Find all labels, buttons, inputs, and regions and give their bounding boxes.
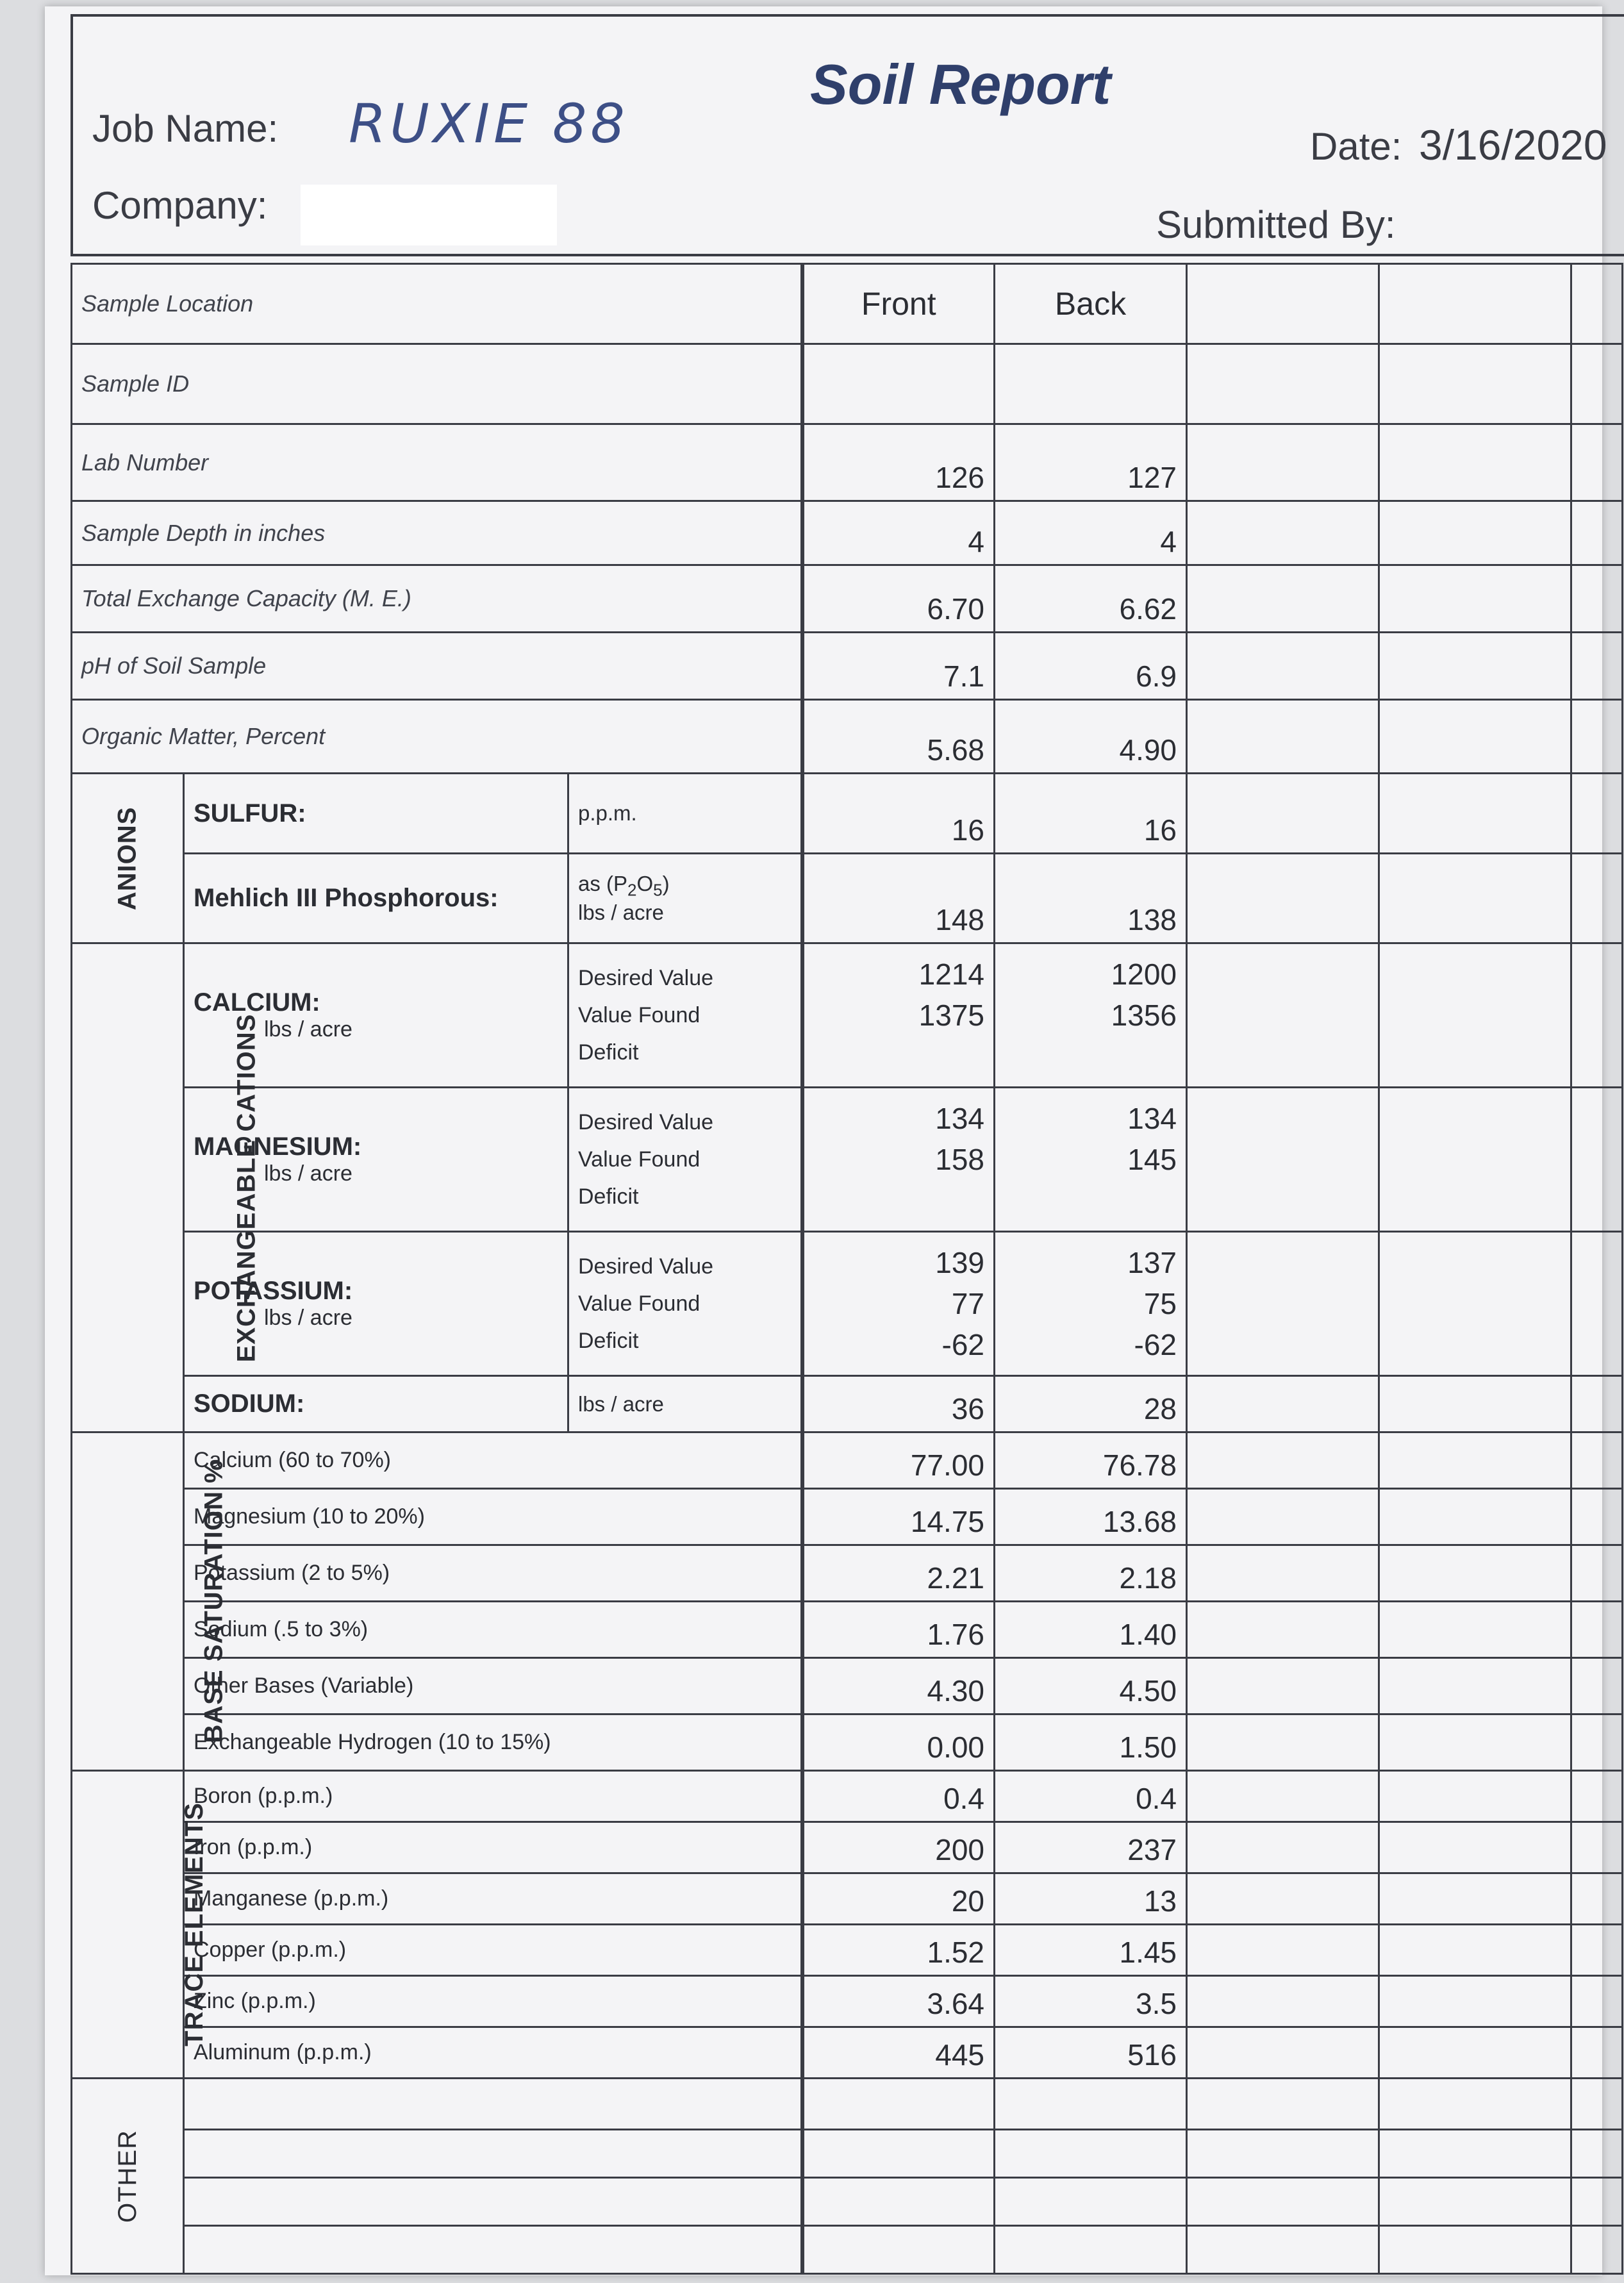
row-sulfur: [72, 774, 1623, 854]
row-base-saturation: [72, 1432, 1623, 1489]
row-trace-element: [72, 2027, 1623, 2079]
label-sample-id: Sample ID: [72, 344, 802, 424]
value-front: 20: [802, 1873, 995, 1925]
label-sample-location: Sample Location: [72, 264, 802, 344]
value-front: [802, 344, 995, 424]
value-back: 76.78: [995, 1432, 1187, 1489]
value-back: 4.50: [995, 1658, 1187, 1714]
label-sulfur: SULFUR:: [184, 774, 568, 854]
label-organic-matter: Organic Matter, Percent: [72, 700, 802, 774]
values-back: 134 145: [995, 1088, 1187, 1232]
row-total-exchange-capacity: [72, 565, 1623, 633]
value-back: 2.18: [995, 1545, 1187, 1602]
row-magnesium: [72, 1088, 1623, 1232]
row-sample-id: [72, 344, 1623, 424]
label-calcium: CALCIUM: lbs / acre: [184, 943, 568, 1088]
label-trace-element: Copper (p.p.m.): [184, 1925, 802, 1976]
row-base-saturation: [72, 1658, 1623, 1714]
label-phosphorous: Mehlich III Phosphorous:: [184, 854, 568, 943]
value-back: 1.45: [995, 1925, 1187, 1976]
value-back: 6.62: [995, 565, 1187, 633]
value-back: 16: [995, 774, 1187, 854]
redacted-company-field: [301, 185, 557, 245]
value-front: 1.52: [802, 1925, 995, 1976]
label-sample-depth: Sample Depth in inches: [72, 501, 802, 565]
value-back: 3.5: [995, 1976, 1187, 2027]
value-front: 445: [802, 2027, 995, 2079]
report-title: Soil Report: [810, 53, 1111, 116]
value-back: 13: [995, 1873, 1187, 1925]
value-front: 200: [802, 1822, 995, 1873]
label-potassium: POTASSIUM: lbs / acre: [184, 1232, 568, 1376]
soil-results-table: [70, 263, 1623, 2275]
row-base-saturation: [72, 1489, 1623, 1545]
section-base-saturation: BASE SATURATION %: [72, 1432, 184, 1771]
row-trace-element: [72, 1925, 1623, 1976]
value-front: 0.4: [802, 1771, 995, 1822]
value-front: 1.76: [802, 1602, 995, 1658]
value-back: 127: [995, 424, 1187, 501]
value-front: 148: [802, 854, 995, 943]
value-back: 0.4: [995, 1771, 1187, 1822]
cation-row-labels: Desired Value Value Found Deficit: [568, 1232, 802, 1376]
unit-sulfur: p.p.m.: [568, 774, 802, 854]
values-back: 137 75 -62: [995, 1232, 1187, 1376]
section-exchangeable-cations: EXCHANGEABLE CATIONS: [72, 943, 184, 1432]
row-phosphorous: [72, 854, 1623, 943]
unit-sodium: lbs / acre: [568, 1376, 802, 1432]
value-back: 138: [995, 854, 1187, 943]
row-trace-element: [72, 1976, 1623, 2027]
label-total-exchange-capacity: Total Exchange Capacity (M. E.): [72, 565, 802, 633]
row-other: [72, 2079, 1623, 2130]
section-trace-elements: TRACE ELEMENTS: [72, 1771, 184, 2079]
column-front-header: Front: [802, 264, 995, 344]
label-base-saturation: Potassium (2 to 5%): [184, 1545, 802, 1602]
value-front: 14.75: [802, 1489, 995, 1545]
row-ph: [72, 633, 1623, 700]
value-back: 13.68: [995, 1489, 1187, 1545]
row-trace-element: [72, 1822, 1623, 1873]
row-base-saturation: [72, 1602, 1623, 1658]
row-lab-number: [72, 424, 1623, 501]
row-other: [72, 2178, 1623, 2226]
values-back: 1200 1356: [995, 943, 1187, 1088]
value-back: 6.9: [995, 633, 1187, 700]
label-base-saturation: Magnesium (10 to 20%): [184, 1489, 802, 1545]
label-lab-number: Lab Number: [72, 424, 802, 501]
values-front: 134 158: [802, 1088, 995, 1232]
report-header: [70, 14, 1624, 256]
row-other: [72, 2226, 1623, 2274]
row-trace-element: [72, 1873, 1623, 1925]
row-potassium: [72, 1232, 1623, 1376]
value-front: 126: [802, 424, 995, 501]
soil-report-page: [45, 6, 1607, 2275]
label-trace-element: Zinc (p.p.m.): [184, 1976, 802, 2027]
date-value: 3/16/2020: [1419, 121, 1607, 169]
value-back: [995, 344, 1187, 424]
row-sample-location: [72, 264, 1623, 344]
label-ph: pH of Soil Sample: [72, 633, 802, 700]
value-front: 77.00: [802, 1432, 995, 1489]
value-front: 3.64: [802, 1976, 995, 2027]
section-other: OTHER: [72, 2079, 184, 2274]
value-back: 28: [995, 1376, 1187, 1432]
column-back-header: Back: [995, 264, 1187, 344]
label-sodium: SODIUM:: [184, 1376, 568, 1432]
value-front: 16: [802, 774, 995, 854]
value-back: 4: [995, 501, 1187, 565]
row-trace-element: [72, 1771, 1623, 1822]
row-sodium: [72, 1376, 1623, 1432]
value-front: 6.70: [802, 565, 995, 633]
unit-phosphorous: as $(P_2O_5)$ lbs / acre: [568, 854, 802, 943]
value-front: 5.68: [802, 700, 995, 774]
label-magnesium: MAGNESIUM: lbs / acre: [184, 1088, 568, 1232]
label-base-saturation: Exchangeable Hydrogen (10 to 15%): [184, 1714, 802, 1771]
value-back: 237: [995, 1822, 1187, 1873]
label-trace-element: Boron (p.p.m.): [184, 1771, 802, 1822]
value-front: 4: [802, 501, 995, 565]
value-back: 1.50: [995, 1714, 1187, 1771]
label-trace-element: Iron (p.p.m.): [184, 1822, 802, 1873]
job-name-label: Job Name:: [92, 107, 279, 150]
value-front: 2.21: [802, 1545, 995, 1602]
value-front: 0.00: [802, 1714, 995, 1771]
value-back: 1.40: [995, 1602, 1187, 1658]
submitted-by-label: Submitted By:: [1156, 203, 1396, 246]
date-label: Date:: [1310, 125, 1402, 168]
cation-row-labels: Desired Value Value Found Deficit: [568, 1088, 802, 1232]
cation-row-labels: Desired Value Value Found Deficit: [568, 943, 802, 1088]
label-base-saturation: Calcium (60 to 70%): [184, 1432, 802, 1489]
value-front: 36: [802, 1376, 995, 1432]
row-base-saturation: [72, 1714, 1623, 1771]
label-trace-element: Aluminum (p.p.m.): [184, 2027, 802, 2079]
value-front: 7.1: [802, 633, 995, 700]
row-calcium: [72, 943, 1623, 1088]
value-back: 516: [995, 2027, 1187, 2079]
row-base-saturation: [72, 1545, 1623, 1602]
label-trace-element: Manganese (p.p.m.): [184, 1873, 802, 1925]
company-label: Company:: [92, 184, 268, 227]
job-name-value: RUXIE 88: [349, 92, 629, 155]
values-front: 139 77 -62: [802, 1232, 995, 1376]
row-organic-matter: [72, 700, 1623, 774]
row-sample-depth: [72, 501, 1623, 565]
label-base-saturation: Other Bases (Variable): [184, 1658, 802, 1714]
value-front: 4.30: [802, 1658, 995, 1714]
values-front: 1214 1375: [802, 943, 995, 1088]
row-other: [72, 2130, 1623, 2178]
label-base-saturation: Sodium (.5 to 3%): [184, 1602, 802, 1658]
section-anions: ANIONS: [72, 774, 184, 943]
value-back: 4.90: [995, 700, 1187, 774]
